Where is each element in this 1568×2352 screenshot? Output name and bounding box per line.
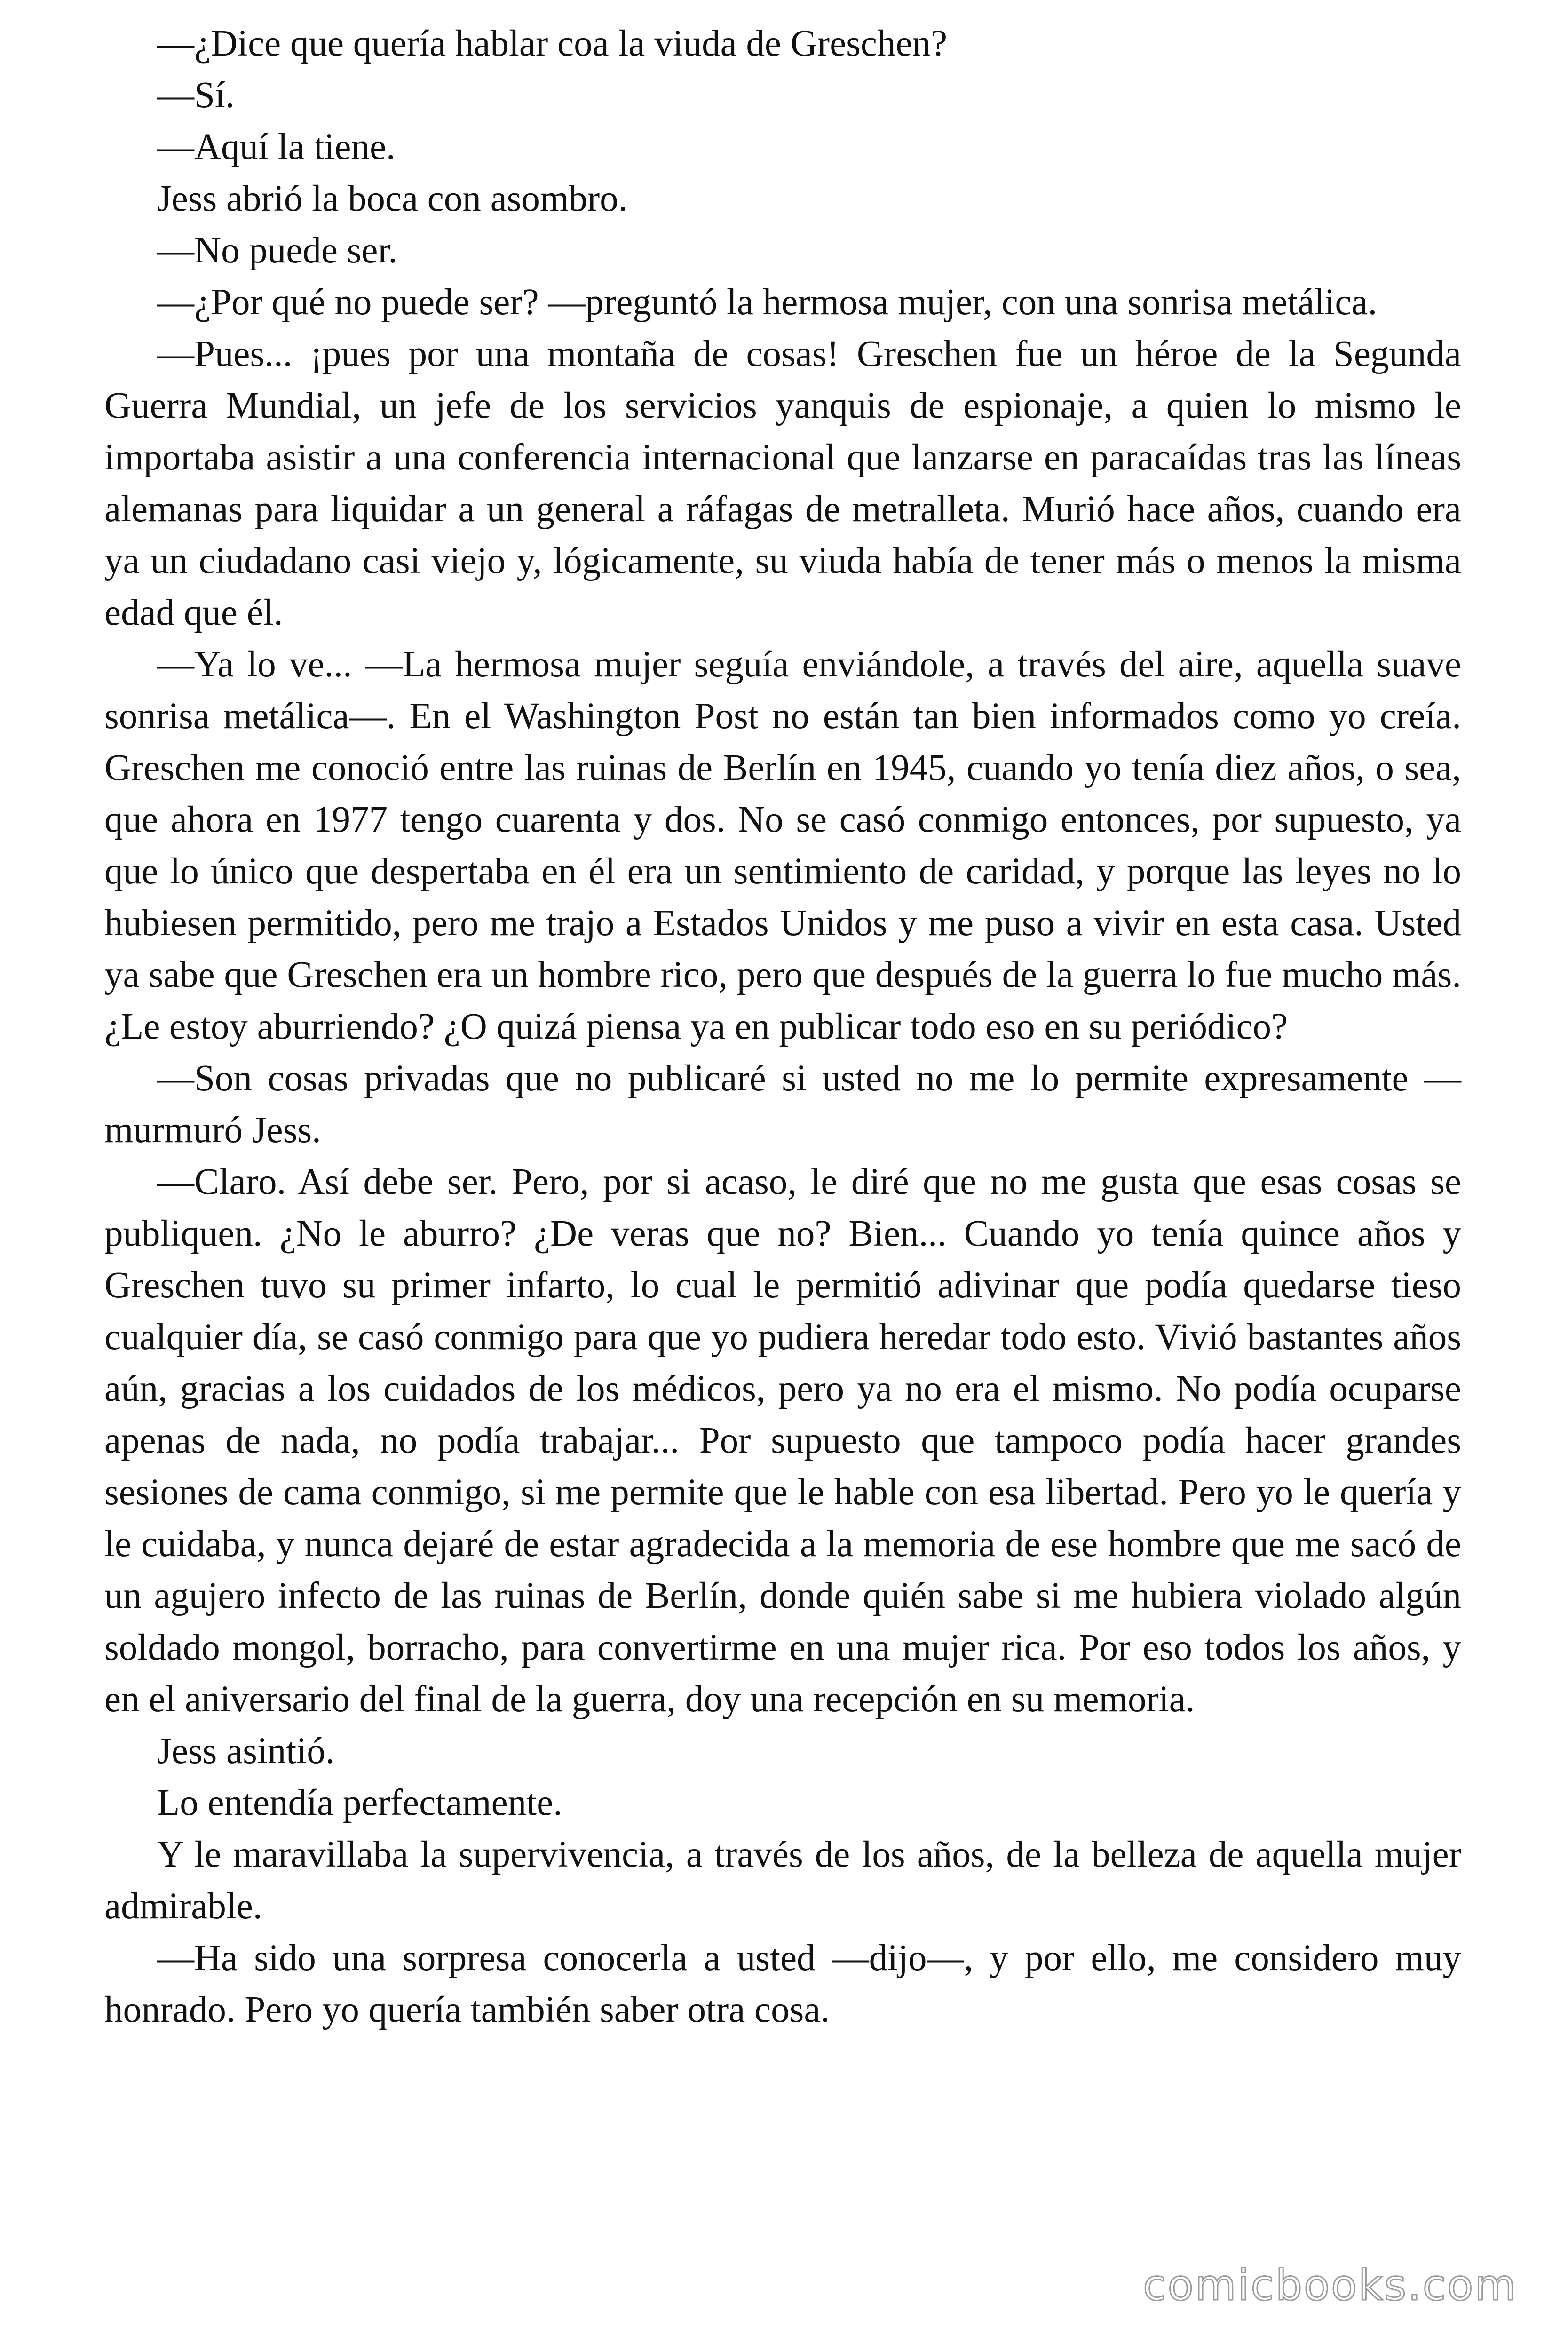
paragraph: —Pues... ¡pues por una montaña de cosas! Greschen fue un héroe de la Segunda Guerra Mundial, un jefe de los servicios yanquis de espionaje, a quien lo mismo le importaba asistir a una conferencia internacional que lanzarse en paracaídas tras las líneas alemanas para liquidar a un general a ráfagas de metralleta. Murió hace años, cuando era ya un ciudadano casi viejo y, lógicamente, su viuda había de tener más o menos la misma edad que él. bbox=[104, 334, 1461, 633]
paragraph: —¿Por qué no puede ser? —preguntó la hermosa mujer, con una sonrisa metálica. bbox=[157, 282, 1378, 323]
paragraph: —Sí. bbox=[157, 75, 235, 116]
paragraph: Y le maravillaba la supervivencia, a través de los años, de la belleza de aquella mujer admirable. bbox=[104, 1834, 1461, 1927]
watermark: comicbooks.com bbox=[1143, 2261, 1517, 2310]
paragraph: —Ya lo ve... —La hermosa mujer seguía enviándole, a través del aire, aquella suave sonrisa metálica—. En el Washington Post no están tan bien informados como yo creía. Greschen me conoció entre las ruinas de Berlín en 1945, cuando yo tenía diez años, o sea, que ahora en 1977 tengo cuarenta y dos. No se casó conmigo entonces, por supuesto, ya que lo único que despertaba en él era un sentimiento de caridad, y porque las leyes no lo hubiesen permitido, pero me trajo a Estados Unidos y me puso a vivir en esta casa. Usted ya sabe que Greschen era un hombre rico, pero que después de la guerra lo fue mucho más. ¿Le estoy aburriendo? ¿O quizá piensa ya en publicar todo eso en su periódico? bbox=[104, 644, 1461, 1047]
paragraph: —No puede ser. bbox=[157, 230, 398, 271]
paragraph: Jess abrió la boca con asombro. bbox=[157, 178, 628, 219]
body-text bbox=[104, 18, 1461, 2036]
paragraph: Jess asintió. bbox=[157, 1731, 335, 1772]
paragraph: Lo entendía perfectamente. bbox=[157, 1782, 562, 1823]
paragraph: —Claro. Así debe ser. Pero, por si acaso, le diré que no me gusta que esas cosas se publiquen. ¿No le aburro? ¿De veras que no? Bien... Cuando yo tenía quince años y Greschen tuvo su primer infarto, lo cual le permitió adivinar que podía quedarse tieso cualquier día, se casó conmigo para que yo pudiera heredar todo esto. Vivió bastantes años aún, gracias a los cuidados de los médicos, pero ya no era el mismo. No podía ocuparse apenas de nada, no podía trabajar... Por supuesto que tampoco podía hacer grandes sesiones de cama conmigo, si me permite que le hable con esa libertad. Pero yo le quería y le cuidaba, y nunca dejaré de estar agradecida a la memoria de ese hombre que me sacó de un agujero infecto de las ruinas de Berlín, donde quién sabe si me hubiera violado algún soldado mongol, borracho, para convertirme en una mujer rica. Por eso todos los años, y en el aniversario del final de la guerra, doy una recepción en su memoria. bbox=[104, 1161, 1461, 1720]
paragraph: —Ha sido una sorpresa conocerla a usted —dijo—, y por ello, me considero muy honrado. Pero yo quería también saber otra cosa. bbox=[104, 1938, 1461, 2030]
paragraph: —¿Dice que quería hablar coa la viuda de Greschen? bbox=[157, 23, 948, 64]
paragraph: —Son cosas privadas que no publicaré si usted no me lo permite expresamente —murmuró Jess. bbox=[104, 1058, 1461, 1151]
paragraph: —Aquí la tiene. bbox=[157, 127, 396, 167]
